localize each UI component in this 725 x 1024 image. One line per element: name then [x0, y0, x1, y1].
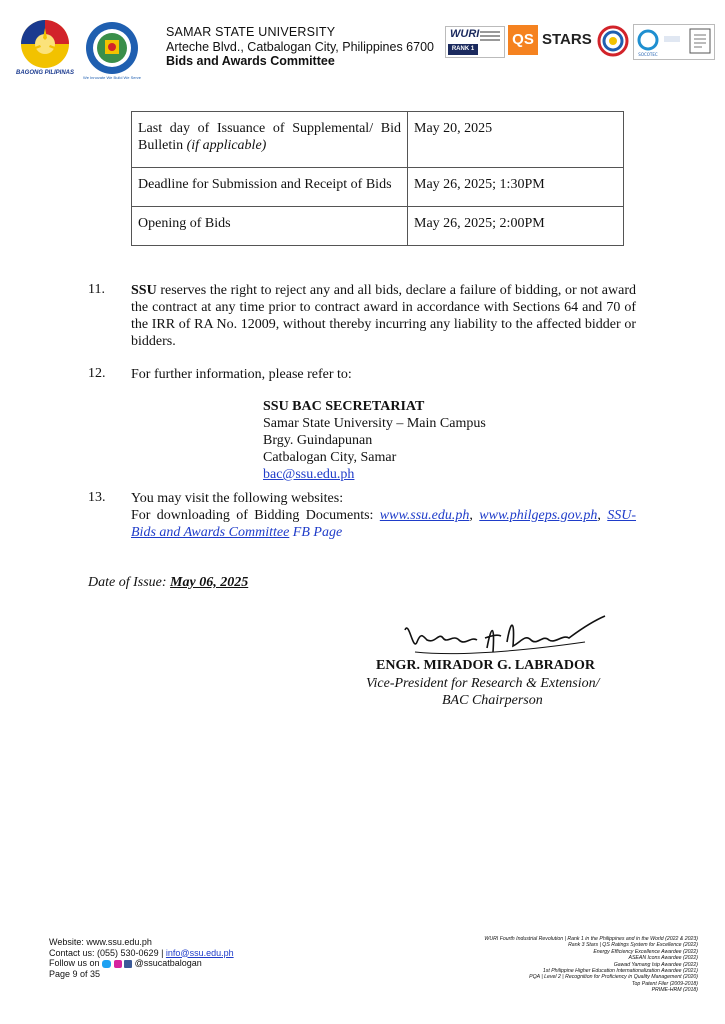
table-cell-activity: Last day of Issuance of Supplemental/ Bid Bulletin (if applicable)	[132, 112, 408, 168]
award-line: Top Patent Filer (2009-2018)	[631, 980, 698, 987]
university-name: SAMAR STATE UNIVERSITY	[166, 25, 336, 39]
award-line: PQA | Level 2 | Recognition for Proficiency in Quality Management (2020)	[529, 974, 698, 981]
item-11-number: 11.	[88, 282, 105, 297]
qs-stars-label: STARS	[542, 31, 592, 48]
footer-website: Website: www.ssu.edu.ph	[49, 937, 152, 947]
contact-name: SSU BAC SECRETARIAT	[263, 399, 425, 414]
page-number: Page 9 of 35	[49, 968, 101, 979]
wuri-detail-bars	[480, 31, 500, 41]
signature-image	[395, 612, 610, 662]
signatory-name: ENGR. MIRADOR G. LABRADOR	[376, 658, 595, 673]
award-line: Gawad Yamang Isip Awardee (2022)	[613, 961, 698, 968]
svg-text:SOCOTEC: SOCOTEC	[638, 52, 658, 57]
ssu-seal	[84, 20, 140, 80]
table-cell-date: May 26, 2025; 1:30PM	[408, 168, 624, 207]
signatory-title-1: Vice-President for Research & Extension/	[366, 676, 600, 691]
award-line: Rank 3 Stars | QS Ratings System for Excellence (2022)	[568, 942, 698, 949]
university-address: Arteche Blvd., Catbalogan City, Philippines 6700	[166, 40, 434, 54]
contact-line2: Brgy. Guindapunan	[263, 433, 373, 448]
qs-stars-logo	[508, 25, 594, 55]
footer-awards	[430, 936, 698, 994]
item-13-text: You may visit the following websites: For downloading of Bidding Documents: www.ssu.edu.ph, www.philgeps.gov.ph, SSU-Bids and Awards Committee FB Page	[131, 491, 637, 540]
footer-contact-line: Contact us: (055) 530-0629 | info@ssu.edu.ph	[49, 947, 234, 958]
bagong-pilipinas-logo	[12, 18, 78, 80]
table-cell-activity: Opening of Bids	[132, 207, 408, 246]
bid-schedule-table	[131, 111, 624, 246]
award-line: 1st Philippine Higher Education Internationalization Awardee (2021)	[542, 968, 698, 975]
issue-date: May 06, 2025	[170, 575, 249, 590]
wuri-rank: RANK 1	[448, 44, 478, 55]
signatory-title-2: BAC Chairperson	[442, 693, 543, 708]
twitter-icon[interactable]	[102, 960, 111, 968]
contact-block	[263, 398, 486, 483]
table-row	[132, 112, 624, 168]
bagong-pilipinas-caption: BAGONG PILIPINAS	[15, 70, 74, 76]
contact-line1: Samar State University – Main Campus	[263, 416, 486, 431]
bac-fb-link[interactable]: SSU-Bids and Awards Committee	[131, 508, 637, 540]
footer-follow-line: Follow us on @ssucatbalogan	[49, 958, 202, 968]
philgeps-link[interactable]: www.philgeps.gov.ph	[479, 508, 598, 523]
footer-email-link[interactable]: info@ssu.edu.ph	[165, 947, 234, 958]
contact-line3: Catbalogan City, Samar	[263, 450, 397, 465]
date-of-issue: Date of Issue: May 06, 2025	[88, 575, 249, 590]
award-line: Energy Efficiency Excellence Awardee (2022)	[593, 948, 698, 955]
table-row	[132, 207, 624, 246]
ssu-website-link[interactable]: www.ssu.edu.ph	[379, 508, 470, 523]
award-line: PRIME-HRM (2018)	[651, 987, 698, 994]
table-row	[132, 168, 624, 207]
item-13-number: 13.	[88, 490, 106, 505]
table-cell-activity: Deadline for Submission and Receipt of Bids	[132, 168, 408, 207]
award-emblem-icon	[597, 25, 629, 57]
certification-badges	[633, 24, 715, 60]
ssu-seal-motto: We Innovate We Build We Serve	[82, 75, 142, 80]
table-cell-date: May 20, 2025	[408, 112, 624, 168]
wuri-label: WURI	[450, 28, 480, 40]
qs-label: QS	[508, 25, 538, 55]
contact-email-link[interactable]: bac@ssu.edu.ph	[263, 467, 355, 482]
award-line: WURI Fourth Industrial Revolution | Rank 1 in the Philippines and in the World (2022 & 2023)	[484, 936, 698, 942]
award-line: ASEAN Icons Awardee (2022)	[628, 955, 698, 962]
item-11-text: SSU reserves the right to reject any and all bids, declare a failure of bidding, or not award the contract at any time prior to contract award in accordance with Sections 64 and 70 of the IRR of RA No. 12009, without thereby incurring any liability to the affected bidder or bidders.	[131, 283, 636, 349]
item-12-text: For further information, please refer to:	[131, 367, 352, 382]
wuri-badge	[445, 26, 505, 58]
table-cell-date: May 26, 2025; 2:00PM	[408, 207, 624, 246]
facebook-icon[interactable]	[124, 960, 132, 968]
item-12-number: 12.	[88, 366, 106, 381]
instagram-icon[interactable]	[114, 960, 122, 968]
office-name: Bids and Awards Committee	[166, 54, 335, 68]
footer-contact	[49, 937, 234, 979]
download-line: For downloading of Bidding Documents: www.ssu.edu.ph, www.philgeps.gov.ph, SSU-Bids and Awards Committee FB Page	[131, 508, 637, 540]
